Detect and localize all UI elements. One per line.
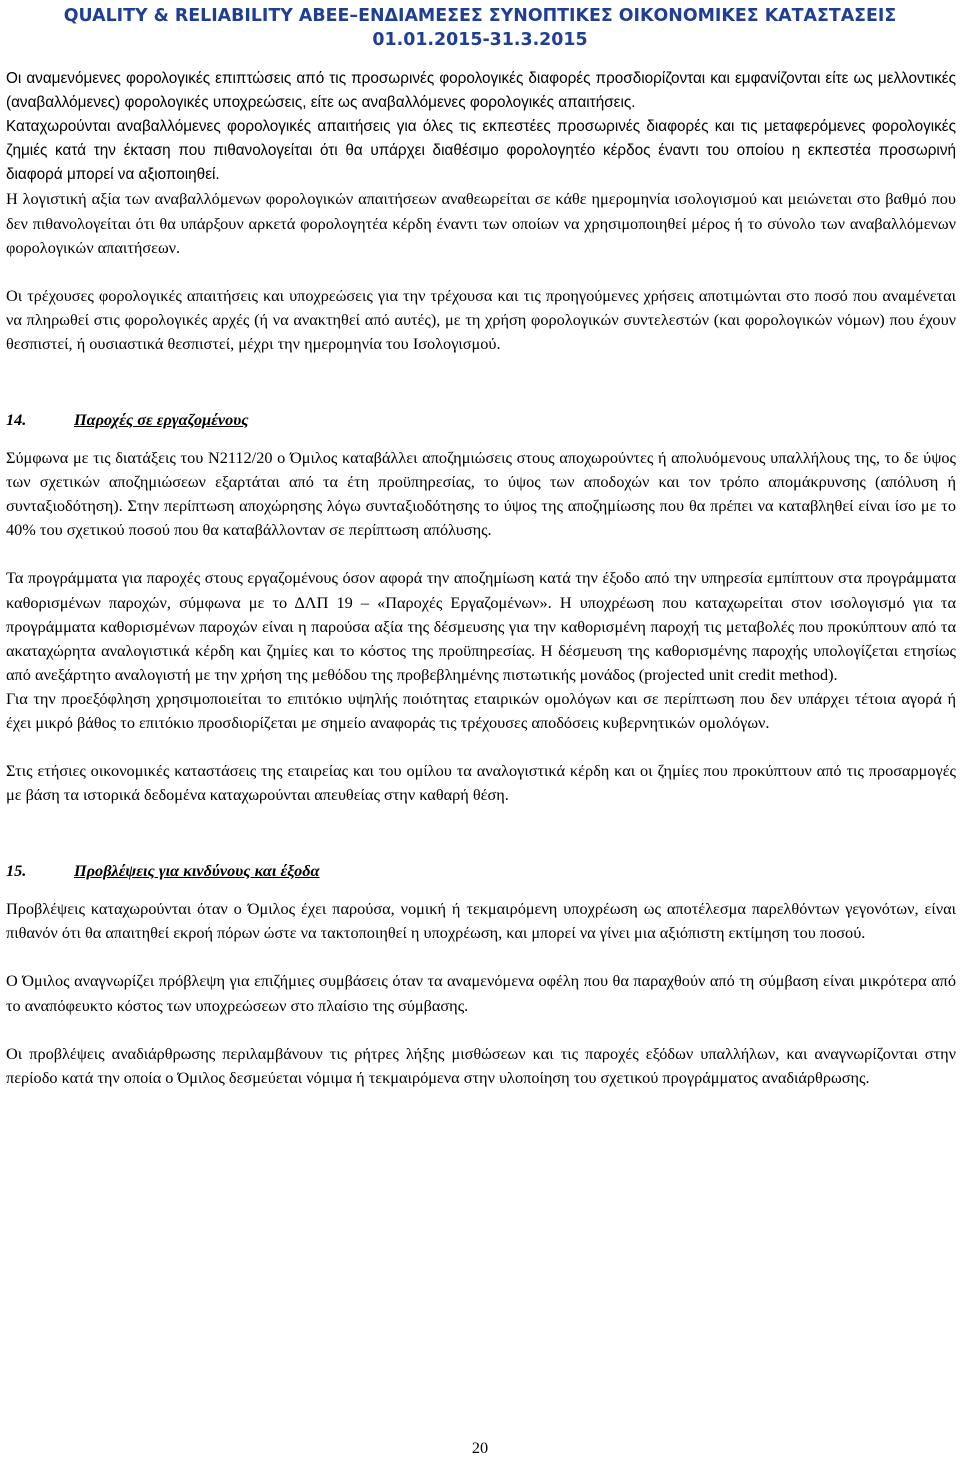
section-14-heading: [6, 408, 956, 432]
taxes-paragraph-2: Καταχωρούνται αναβαλλόμενες φορολογικές απαιτήσεις για όλες τις εκπεστέες προσωρινές διαφορές και τις μεταφερόμενες φορολογικές ζημιές κατά την έκταση που πιθανολογείται ότι θα υπάρχει διαθέσιμο φορολογητέο κέρδος έναντι του οποίου η εκπεστέα προσωρινή διαφορά μπορεί να αξιοποιηθεί.: [6, 118, 956, 184]
section-14-title: Παροχές σε εργαζομένους: [74, 410, 249, 430]
section-15-number: 15.: [6, 861, 27, 881]
spacer: [6, 356, 956, 408]
section-14-paragraph-4: Στις ετήσιες οικονομικές καταστάσεις της εταιρείας και του ομίλου τα αναλογιστικά κέρδη και οι ζημίες που προκύπτουν από τις προσαρμογές με βάση τα ιστορικά δεδομένα καταχωρούνται απευθείας στην καθαρή θέση.: [6, 761, 956, 805]
section-14-number: 14.: [6, 410, 27, 430]
spacer: [6, 807, 956, 859]
spacer: [6, 945, 956, 969]
section-14-paragraph-2: Τα προγράμματα για παροχές στους εργαζομένους όσον αφορά την αποζημίωση κατά την έξοδο από την υπηρεσία εμπίπτουν στα προγράμματα καθορισμένων παροχών, σύμφωνα με το ΔΛΠ 19 – «Παροχές Εργαζομένων». Η υποχρέωση που καταχωρείται στον ισολογισμό για τα προγράμματα καθορισμένων παροχών είναι η παρούσα αξία της δέσμευσης για την καθορισμένη παροχή τις μεταβολές που προκύπτουν από τα ακαταχώρητα αναλογιστικά κέρδη και ζημίες και το κόστος της προϋπηρεσίας. Η δέσμευση της καθορισμένης παροχής υπολογίζεται ετησίως από ανεξάρτητο αναλογιστή με την χρήση της μεθόδου της προβεβλημένης πιστωτικής μονάδος (projected unit credit method).: [6, 568, 956, 684]
taxes-paragraph-1: Οι αναμενόμενες φορολογικές επιπτώσεις από τις προσωρινές φορολογικές διαφορές προσδιορίζονται και εμφανίζονται είτε ως μελλοντικές (αναβαλλόμενες) φορολογικές υποχρεώσεις, είτε ως αναβαλλόμενες φορολογικές απαιτήσεις.: [6, 70, 956, 112]
section-15-paragraph-3: Οι προβλέψεις αναδιάρθρωσης περιλαμβάνουν τις ρήτρες λήξης μισθώσεων και τις παροχές εξόδων υπαλλήλων, και αναγνωρίζονται στην περίοδο κατά την οποία ο Όμιλος δεσμεύεται νόμιμα ή τεκμαιρόμενα στην υλοποίηση του σχετικού προγράμματος αναδιάρθρωσης.: [6, 1043, 956, 1087]
section-15-heading: [6, 859, 956, 883]
section-15-paragraph-1: Προβλέψεις καταχωρούνται όταν ο Όμιλος έχει παρούσα, νομική ή τεκμαιρόμενη υποχρέωση ως αποτέλεσμα παρελθόντων γεγονότων, είναι πιθανόν ότι θα απαιτηθεί εκροή πόρων ώστε να τακτοποιηθεί η υποχρέωση, και μπορεί να γίνει μια αξιόπιστη εκτίμηση του ποσού.: [6, 899, 956, 943]
spacer: [6, 735, 956, 759]
section-15-paragraph-2: Ο Όμιλος αναγνωρίζει πρόβλεψη για επιζήμιες συμβάσεις όταν τα αναμενόμενα οφέλη που θα παραχθούν από τη σύμβαση είναι μικρότερα από το αναπόφευκτο κόστος των υποχρεώσεων στο πλαίσιο της σύμβασης.: [6, 971, 956, 1015]
spacer: [6, 883, 956, 897]
page-content: [6, 67, 956, 1090]
section-14-paragraph-3: Για την προεξόφληση χρησιμοποιείται το επιτόκιο υψηλής ποιότητας εταιρικών ομολόγων και σε περίπτωση που δεν υπάρχει τέτοια αγορά ή έχει μικρό βάθος το επιτόκιο προσδιορίζεται με σημείο αναφοράς τις τρέχουσες αποδόσεις κυβερνητικών ομολόγων.: [6, 688, 956, 732]
page-header: [0, 4, 960, 52]
spacer: [6, 432, 956, 446]
section-15-title: Προβλέψεις για κινδύνους και έξοδα: [74, 861, 320, 881]
spacer: [6, 1018, 956, 1042]
section-14-paragraph-1: Σύμφωνα με τις διατάξεις του Ν2112/20 ο Όμιλος καταβάλλει αποζημιώσεις στους αποχωρούντες ή απολυόμενους υπαλλήλους της, το δε ύψος των σχετικών αποζημιώσεων εξαρτάται από τα έτη προϋπηρεσίας, το ύψος των αποδοχών και τον τρόπο απομάκρυνσης (απόλυση ή συνταξιοδότηση). Στην περίπτωση αποχώρησης λόγω συνταξιοδότησης το ύψος της αποζημίωσης που θα πρέπει να καταβληθεί είναι ίσο με το 40% του σχετικού ποσού που θα καταβάλλονταν σε περίπτωση απόλυσης.: [6, 448, 956, 540]
page-number: 20: [471, 1438, 489, 1457]
header-title: QUALITY & RELIABILITY ΑΒΕΕ–ΕΝΔΙΑΜΕΣΕΣ ΣΥΝΟΠΤΙΚΕΣ ΟΙΚΟΝΟΜΙΚΕΣ ΚΑΤΑΣΤΑΣΕΙΣ: [63, 6, 897, 26]
taxes-paragraph-3: Η λογιστική αξία των αναβαλλόμενων φορολογικών απαιτήσεων αναθεωρείται σε κάθε ημερομηνία ισολογισμού και μειώνεται στο βαθμό που δεν πιθανολογείται ότι θα υπάρξουν αρκετά φορολογητέα κέρδη έναντι των οποίων να χρησιμοποιηθεί μέρος ή το σύνολο των αναβαλλόμενων φορολογικών απαιτήσεων.: [6, 189, 956, 257]
spacer: [6, 542, 956, 566]
taxes-paragraph-4: Οι τρέχουσες φορολογικές απαιτήσεις και υποχρεώσεις για την τρέχουσα και τις προηγούμενες χρήσεις αποτιμώνται στο ποσό που αναμένεται να πληρωθεί στις φορολογικές αρχές (ή να ανακτηθεί από αυτές), με τη χρήση φορολογικών συντελεστών (και φορολογικών νόμων) που έχουν θεσπιστεί, ή ουσιαστικά θεσπιστεί, μέχρι την ημερομηνία του Ισολογισμού.: [6, 285, 956, 353]
spacer: [6, 260, 956, 284]
header-period: 01.01.2015-31.3.2015: [372, 30, 588, 50]
